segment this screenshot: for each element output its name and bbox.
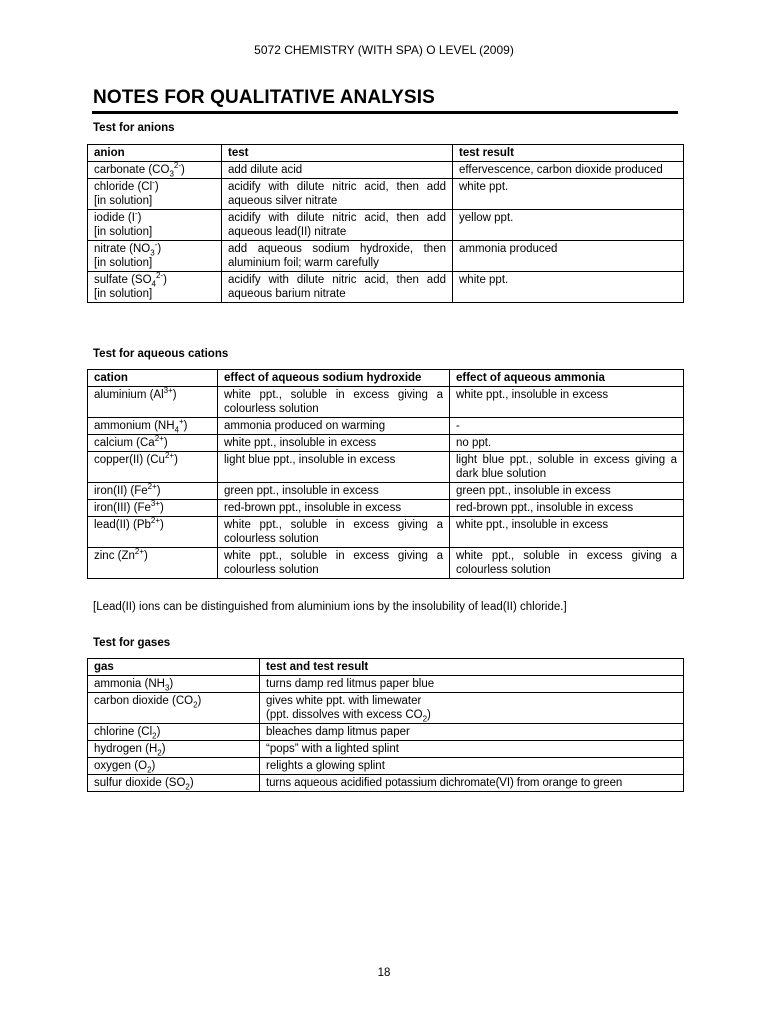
column-header: cation xyxy=(88,370,218,387)
cation-cell: zinc $(Zn^{2+})$ xyxy=(88,548,218,579)
table-row xyxy=(88,483,684,500)
cation-cell: lead(II) $(Pb^{2+})$ xyxy=(88,517,218,548)
anion-cell: carbonate $(CO_3^{2-})$ xyxy=(88,162,222,179)
anion-cell: iodide (I-) [in solution] xyxy=(88,210,222,241)
naoh-cell: white ppt., soluble in excess giving a colourless solution xyxy=(218,517,450,548)
gas-test-cell: bleaches damp litmus paper xyxy=(260,724,684,741)
table-row xyxy=(88,435,684,452)
gas-test-cell: relights a glowing splint xyxy=(260,758,684,775)
nh3-cell: - xyxy=(450,418,684,435)
anion-cell: sulfate $(SO_4^{2-})$ [in solution] xyxy=(88,272,222,303)
table-row xyxy=(88,758,684,775)
nh3-cell: red-brown ppt., insoluble in excess xyxy=(450,500,684,517)
nh3-cell: light blue ppt., soluble in excess giving a dark blue solution xyxy=(450,452,684,483)
result-cell: effervescence, carbon dioxide produced xyxy=(453,162,684,179)
gas-cell: sulfur dioxide $(SO_2)$ xyxy=(88,775,260,792)
table-row xyxy=(88,676,684,693)
test-cell: acidify with dilute nitric acid, then add aqueous lead(II) nitrate xyxy=(222,210,453,241)
table-row xyxy=(88,548,684,579)
table-header-row xyxy=(88,659,684,676)
gas-cell: oxygen $(O_2)$ xyxy=(88,758,260,775)
naoh-cell: red-brown ppt., insoluble in excess xyxy=(218,500,450,517)
column-header: test result xyxy=(453,145,684,162)
naoh-cell: white ppt., soluble in excess giving a colourless solution xyxy=(218,387,450,418)
table-row xyxy=(88,741,684,758)
gases-table xyxy=(87,658,684,792)
cation-cell: copper(II) $(Cu^{2+})$ xyxy=(88,452,218,483)
table-row xyxy=(88,775,684,792)
nh3-cell: white ppt., insoluble in excess xyxy=(450,387,684,418)
table-row xyxy=(88,162,684,179)
test-cell: add aqueous sodium hydroxide, then aluminium foil; warm carefully xyxy=(222,241,453,272)
gases-heading: Test for gases xyxy=(93,637,171,649)
table-row xyxy=(88,387,684,418)
nh3-cell: green ppt., insoluble in excess xyxy=(450,483,684,500)
naoh-cell: ammonia produced on warming xyxy=(218,418,450,435)
test-cell: acidify with dilute nitric acid, then add aqueous barium nitrate xyxy=(222,272,453,303)
cation-cell: iron(II) $(Fe^{2+})$ xyxy=(88,483,218,500)
table-row xyxy=(88,241,684,272)
page-number: 18 xyxy=(377,967,391,979)
result-cell: white ppt. xyxy=(453,179,684,210)
naoh-cell: white ppt., soluble in excess giving a colourless solution xyxy=(218,548,450,579)
table-row xyxy=(88,452,684,483)
cation-cell: aluminium $(Al^{3+})$ xyxy=(88,387,218,418)
anion-cell: chloride (Cl-) [in solution] xyxy=(88,179,222,210)
nh3-cell: white ppt., insoluble in excess xyxy=(450,517,684,548)
cation-cell: calcium $(Ca^{2+})$ xyxy=(88,435,218,452)
table-row xyxy=(88,517,684,548)
gas-cell: ammonia $(NH_3)$ xyxy=(88,676,260,693)
column-header: test and test result xyxy=(260,659,684,676)
result-cell: yellow ppt. xyxy=(453,210,684,241)
page-header: 5072 CHEMISTRY (WITH SPA) O LEVEL (2009) xyxy=(254,43,514,57)
table-row xyxy=(88,724,684,741)
lead-note: [Lead(II) ions can be distinguished from aluminium ions by the insolubility of lead(II) chloride.] xyxy=(93,601,567,613)
gas-test-cell: turns damp red litmus paper blue xyxy=(260,676,684,693)
gas-cell: carbon dioxide $(CO_2)$ xyxy=(88,693,260,724)
table-row xyxy=(88,272,684,303)
result-cell: ammonia produced xyxy=(453,241,684,272)
cations-table xyxy=(87,369,684,579)
anions-table xyxy=(87,144,684,303)
table-row xyxy=(88,693,684,724)
gas-cell: hydrogen $(H_2)$ xyxy=(88,741,260,758)
naoh-cell: green ppt., insoluble in excess xyxy=(218,483,450,500)
nh3-cell: no ppt. xyxy=(450,435,684,452)
anion-cell: nitrate $(NO_3^-)$ [in solution] xyxy=(88,241,222,272)
table-header-row xyxy=(88,370,684,387)
column-header: gas xyxy=(88,659,260,676)
nh3-cell: white ppt., soluble in excess giving a colourless solution xyxy=(450,548,684,579)
column-header: test xyxy=(222,145,453,162)
table-row xyxy=(88,179,684,210)
table-row xyxy=(88,500,684,517)
test-cell: acidify with dilute nitric acid, then add aqueous silver nitrate xyxy=(222,179,453,210)
title-rule xyxy=(92,111,678,114)
anions-heading: Test for anions xyxy=(93,122,175,134)
cations-heading: Test for aqueous cations xyxy=(93,348,229,360)
cation-cell: iron(III) $(Fe^{3+})$ xyxy=(88,500,218,517)
column-header: anion xyxy=(88,145,222,162)
naoh-cell: white ppt., insoluble in excess xyxy=(218,435,450,452)
cation-cell: ammonium $(NH_4^+)$ xyxy=(88,418,218,435)
column-header: effect of aqueous ammonia xyxy=(450,370,684,387)
table-row xyxy=(88,210,684,241)
result-cell: white ppt. xyxy=(453,272,684,303)
naoh-cell: light blue ppt., insoluble in excess xyxy=(218,452,450,483)
page-title: NOTES FOR QUALITATIVE ANALYSIS xyxy=(93,87,435,108)
gas-test-cell: turns aqueous acidified potassium dichromate(VI) from orange to green xyxy=(260,775,684,792)
gas-test-cell: gives white ppt. with limewater (ppt. dissolves with excess $CO_2$) xyxy=(260,693,684,724)
gas-test-cell: “pops” with a lighted splint xyxy=(260,741,684,758)
column-header: effect of aqueous sodium hydroxide xyxy=(218,370,450,387)
table-header-row xyxy=(88,145,684,162)
gas-cell: chlorine $(Cl_2)$ xyxy=(88,724,260,741)
table-row xyxy=(88,418,684,435)
test-cell: add dilute acid xyxy=(222,162,453,179)
